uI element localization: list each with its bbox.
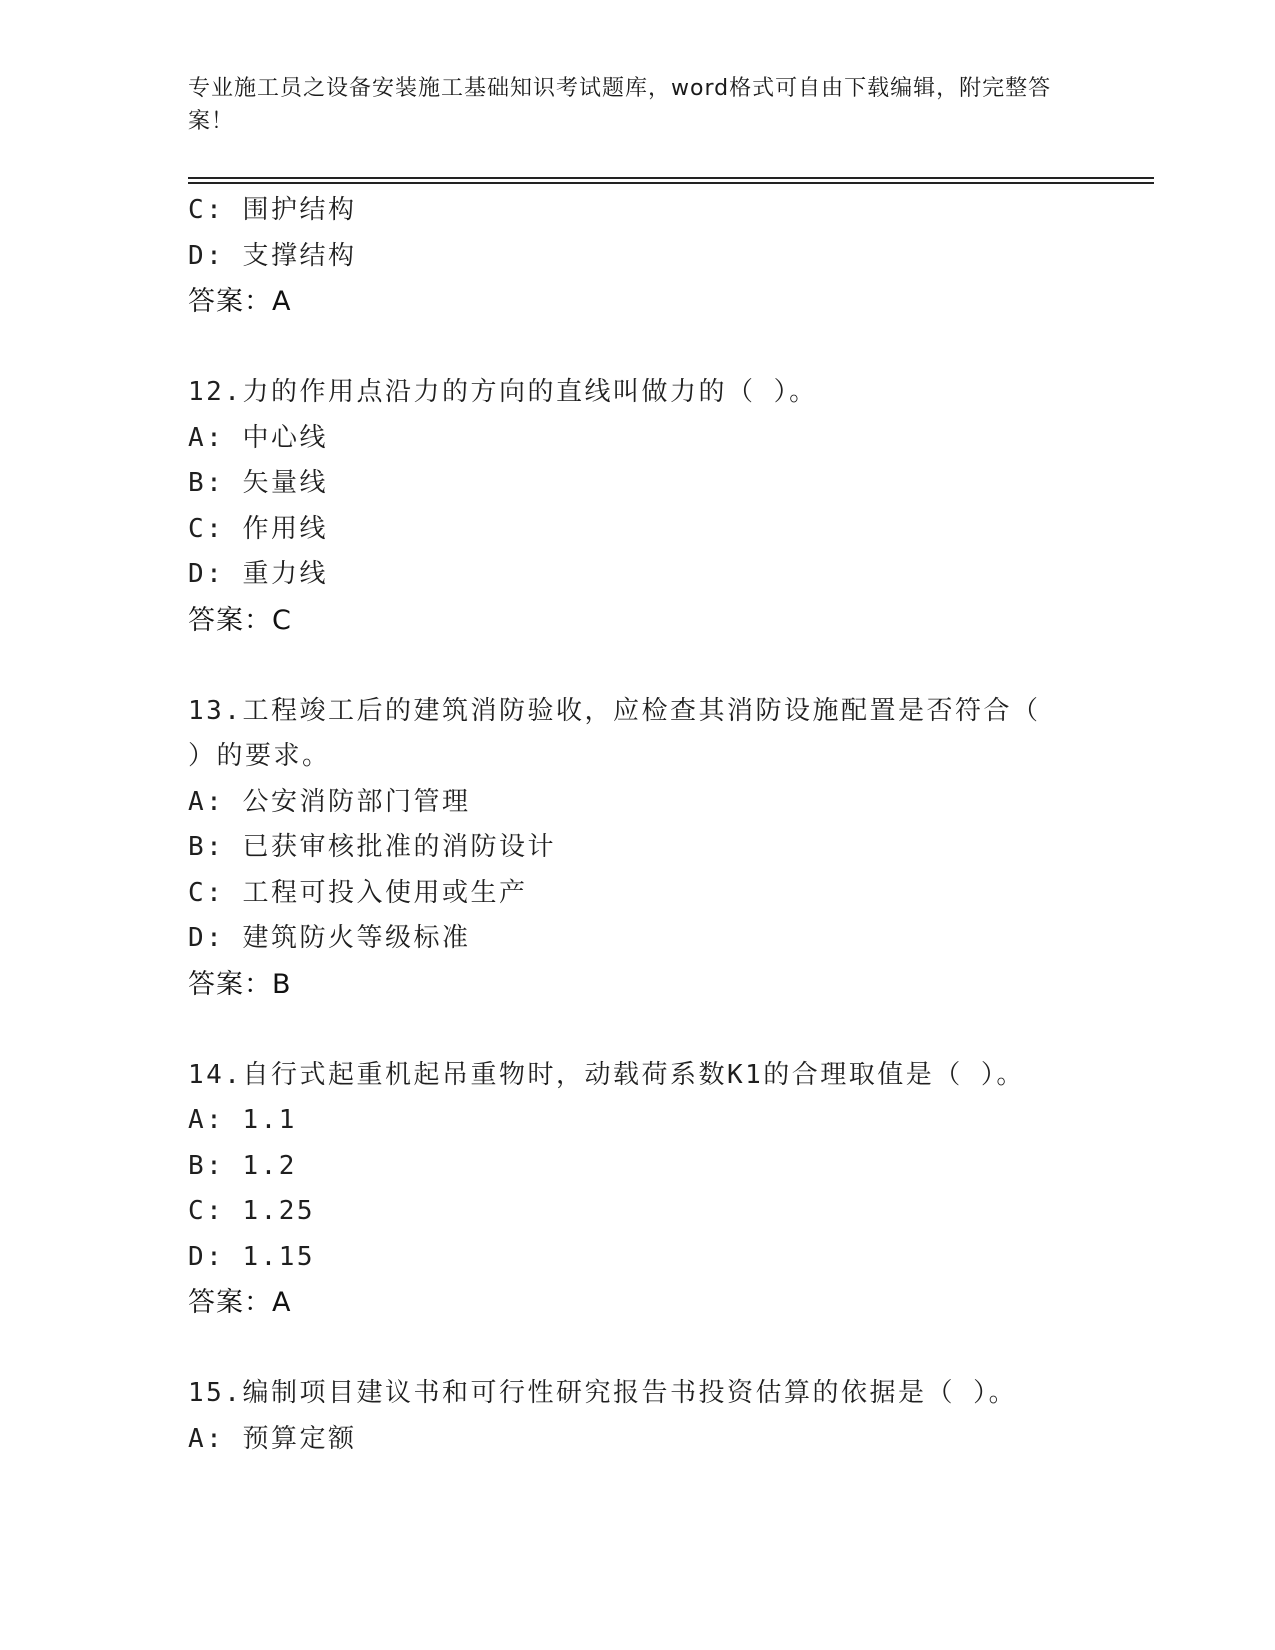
option-line: A: 预算定额 [188,1423,357,1454]
answer-line: 答案：A [188,286,292,317]
option-line: A: 1.1 [188,1105,297,1135]
question-text: 12.力的作用点沿力的方向的直线叫做力的（ ）。 [188,377,818,407]
answer-line: 答案：C [188,604,292,636]
option-line: D: 支撑结构 [188,240,357,271]
question-text: 15.编制项目建议书和可行性研究报告书投资估算的依据是（ ）。 [188,1378,1018,1408]
document-header: 专业施工员之设备安装施工基础知识考试题库，word格式可自由下载编辑，附完整答案！ [188,76,1052,134]
blank-line [188,325,1148,371]
answer-line: 答案：A [188,1287,292,1318]
header-rule-top [188,177,1154,179]
question-text: ）的要求。 [188,741,331,771]
option-line: B: 矢量线 [188,468,328,498]
option-line: B: 已获审核批准的消防设计 [188,832,556,862]
blank-line [188,1326,1148,1372]
question-list [188,188,1148,1462]
question-text: 14.自行式起重机起吊重物时，动载荷系数K1的合理取值是（ ）。 [188,1059,1025,1090]
blank-line [188,643,1148,689]
question-text: 13.工程竣工后的建筑消防验收，应检查其消防设施配置是否符合（ [188,695,1041,726]
option-line: D: 重力线 [188,559,328,589]
answer-line: 答案：B [188,968,292,1000]
option-line: C: 工程可投入使用或生产 [188,877,528,908]
option-line: B: 1.2 [188,1150,297,1181]
blank-line [188,1007,1148,1053]
option-line: C: 1.25 [188,1196,316,1226]
option-line: A: 中心线 [188,422,328,453]
option-line: D: 建筑防火等级标准 [188,923,471,953]
option-line: C: 作用线 [188,513,328,544]
option-line: C: 围护结构 [188,195,357,225]
header-rule-bottom [188,182,1154,184]
option-line: A: 公安消防部门管理 [188,786,471,817]
option-line: D: 1.15 [188,1241,316,1272]
